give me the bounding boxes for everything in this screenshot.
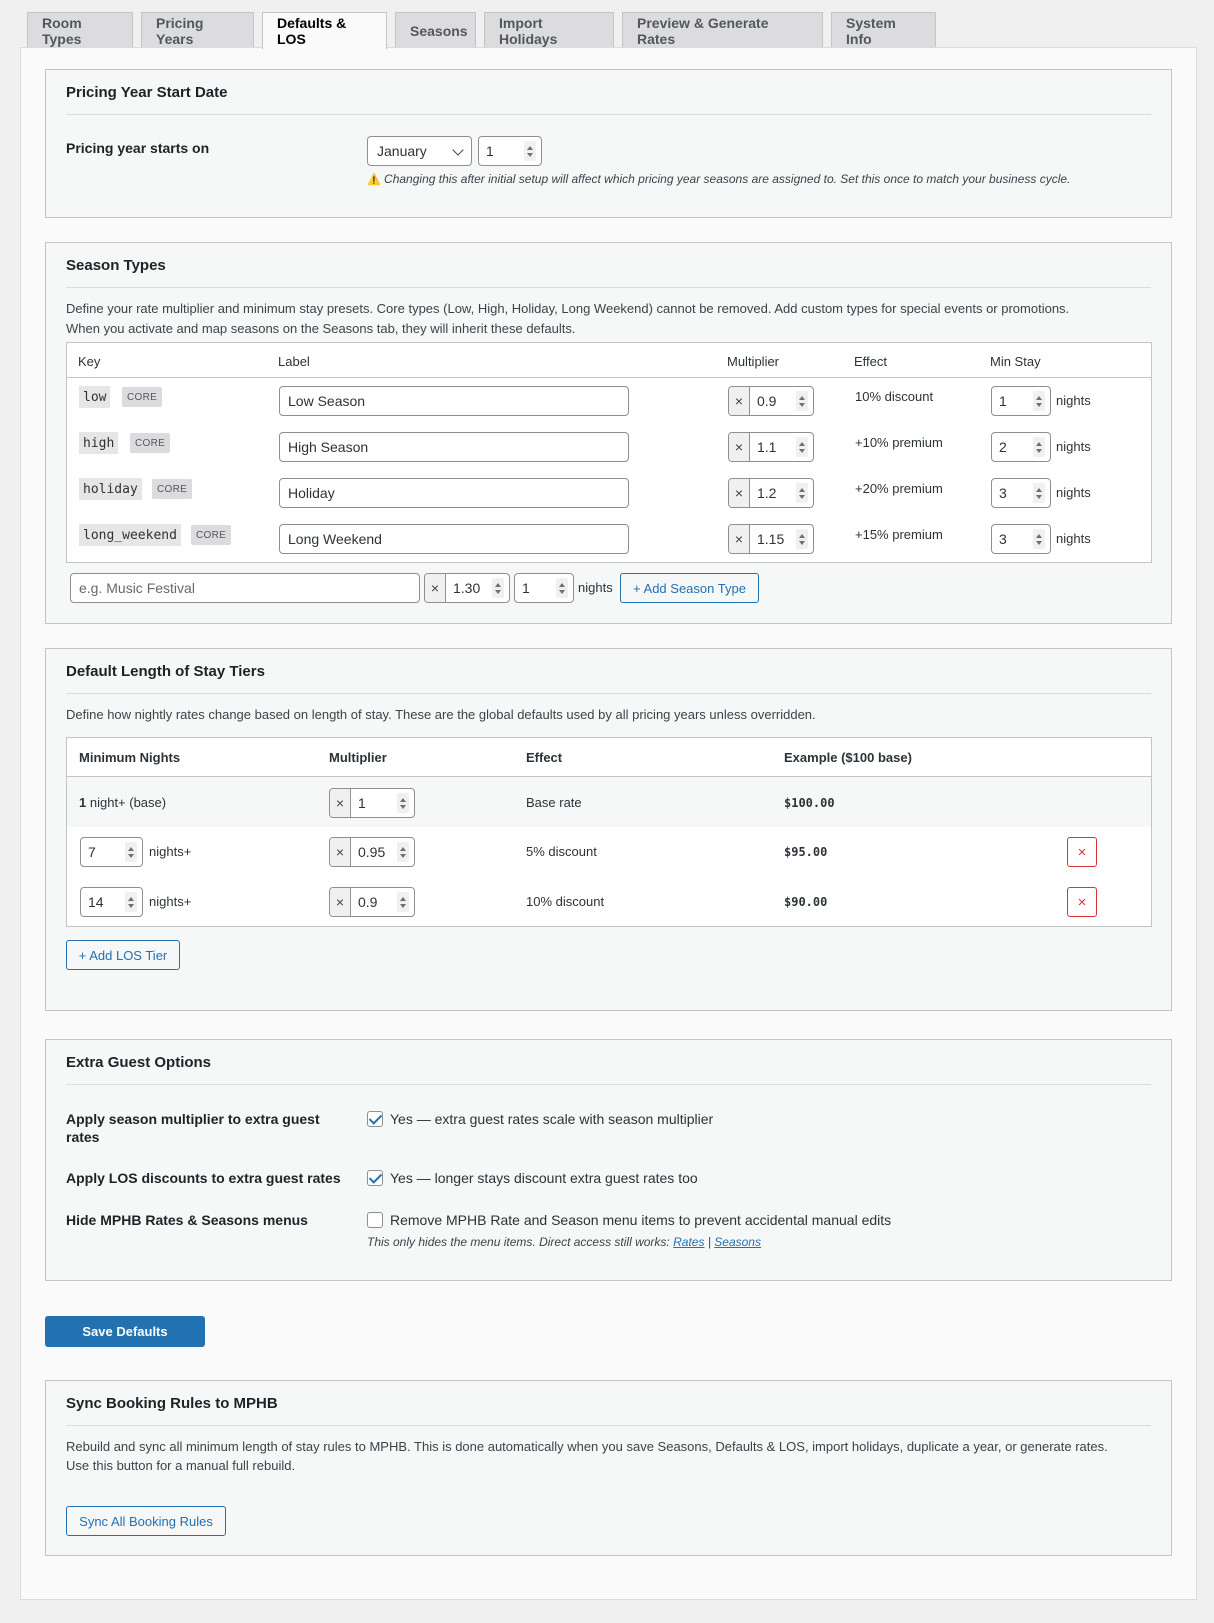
season-multiplier-checkbox[interactable] [367, 1111, 383, 1127]
table-row-base [67, 777, 1151, 827]
close-icon: × [1077, 893, 1087, 911]
rates-link[interactable]: Rates [673, 1235, 705, 1249]
column-header-effect: Effect [526, 750, 563, 765]
min-stay-value: 1 [999, 393, 1007, 409]
card-title: Sync Booking Rules to MPHB [66, 1395, 1151, 1426]
tab-bar [27, 12, 944, 48]
los-example: $95.00 [784, 845, 828, 859]
core-badge: CORE [122, 387, 162, 407]
los-description: Define how nightly rates change based on length of stay. These are the global defaults used by all pricing years unless overridden. [66, 707, 816, 722]
season-min-stay-input[interactable] [991, 386, 1051, 416]
nights-suffix: nights [1056, 439, 1091, 454]
note-separator: | [707, 1235, 711, 1249]
month-select-value: January [377, 143, 427, 159]
min-stay-value: 2 [999, 439, 1007, 455]
column-header-multiplier: Multiplier [329, 750, 387, 765]
note-text: This only hides the menu items. Direct access still works: [367, 1235, 670, 1249]
season-key: holiday [79, 478, 142, 500]
spinner-icon[interactable] [796, 529, 808, 549]
tab-room-types[interactable]: Room Types [27, 12, 133, 48]
description-line: Rebuild and sync all minimum length of stay rules to MPHB. This is done automatically when you save Seasons, Defaults & LOS, import holidays, duplicate a year, or generate rates. [66, 1439, 1108, 1454]
option-text: Yes — longer stays discount extra guest rates too [390, 1170, 698, 1186]
spinner-icon[interactable] [796, 391, 808, 411]
season-key: high [79, 432, 118, 454]
los-multiplier-input[interactable] [329, 837, 415, 867]
spinner-icon[interactable] [397, 793, 409, 813]
times-icon: × [330, 888, 351, 916]
los-multiplier-input[interactable] [329, 887, 415, 917]
times-icon: × [729, 525, 750, 553]
nights-value: 14 [88, 894, 104, 910]
season-types-table [66, 342, 1152, 563]
add-los-tier-button[interactable]: + Add LOS Tier [66, 940, 180, 970]
tab-defaults-los[interactable]: Defaults & LOS [262, 12, 387, 49]
times-icon: × [330, 789, 351, 817]
description-line: Define your rate multiplier and minimum stay presets. Core types (Low, High, Holiday, Long Weekend) cannot be removed. Add custom types for special events or promotions. [66, 301, 1070, 316]
multiplier-value: 1.15 [757, 531, 785, 547]
core-badge: CORE [191, 525, 231, 545]
sync-booking-rules-button[interactable]: Sync All Booking Rules [66, 1506, 226, 1536]
spinner-icon[interactable] [796, 483, 808, 503]
option-label: Apply season multiplier to extra guest rates [66, 1111, 320, 1145]
pricing-year-warning [367, 172, 1070, 186]
multiplier-value: 1 [358, 795, 366, 811]
season-types-card [45, 242, 1172, 624]
pricing-year-label: Pricing year starts on [66, 140, 210, 156]
season-effect: +10% premium [855, 435, 943, 450]
los-effect: 10% discount [526, 894, 605, 909]
season-effect: +15% premium [855, 527, 943, 542]
times-icon: × [330, 838, 351, 866]
option-label: Hide MPHB Rates & Seasons menus [66, 1212, 308, 1228]
warning-icon: ⚠️ [367, 174, 381, 186]
times-icon: × [729, 479, 750, 507]
hide-menus-checkbox[interactable] [367, 1212, 383, 1228]
season-min-stay-input[interactable] [991, 478, 1051, 508]
spinner-icon[interactable] [125, 892, 137, 912]
card-title: Default Length of Stay Tiers [66, 663, 1151, 694]
spinner-icon[interactable] [397, 842, 409, 862]
description-line: When you activate and map seasons on the Seasons tab, they will inherit these defaults. [66, 321, 576, 336]
card-title: Extra Guest Options [66, 1054, 1151, 1085]
season-multiplier-input[interactable] [728, 478, 814, 508]
season-label-input[interactable]: Long Weekend [279, 524, 629, 554]
multiplier-value: 1.2 [757, 485, 777, 501]
column-header-label: Label [278, 354, 310, 369]
card-title: Pricing Year Start Date [66, 84, 1151, 115]
spinner-icon[interactable] [397, 892, 409, 912]
base-effect: Base rate [526, 795, 582, 810]
season-label-input[interactable]: High Season [279, 432, 629, 462]
season-min-stay-input[interactable] [991, 524, 1051, 554]
day-input[interactable] [478, 136, 542, 166]
spinner-icon[interactable] [1033, 437, 1045, 457]
sync-description [66, 1437, 1156, 1475]
season-multiplier-input[interactable] [728, 432, 814, 462]
base-example: $100.00 [784, 796, 835, 810]
chevron-down-icon [452, 144, 463, 155]
spinner-icon[interactable] [524, 141, 536, 161]
description-line: Use this button for a manual full rebuild. [66, 1458, 296, 1473]
season-multiplier-input[interactable] [728, 524, 814, 554]
min-stay-value: 3 [999, 531, 1007, 547]
column-header-min-nights: Minimum Nights [79, 750, 181, 765]
delete-tier-button[interactable] [1067, 837, 1097, 867]
season-label-input[interactable]: Low Season [279, 386, 629, 416]
season-effect: 10% discount [855, 389, 934, 404]
season-multiplier-input[interactable] [728, 386, 814, 416]
tab-import-holidays[interactable]: Import Holidays [484, 12, 614, 48]
times-icon: × [425, 574, 446, 602]
spinner-icon[interactable] [1033, 391, 1045, 411]
los-effect: 5% discount [526, 844, 597, 859]
season-types-description [66, 299, 1156, 339]
seasons-link[interactable]: Seasons [714, 1235, 761, 1249]
option-text: Remove MPHB Rate and Season menu items to prevent accidental manual edits [390, 1212, 892, 1228]
spinner-icon[interactable] [125, 842, 137, 862]
nights-suffix: nights [1056, 531, 1091, 546]
nights-plus-suffix: nights+ [149, 894, 192, 909]
tab-preview-generate-rates[interactable]: Preview & Generate Rates [622, 12, 823, 48]
save-defaults-button[interactable]: Save Defaults [45, 1316, 205, 1347]
base-multiplier-input[interactable] [329, 788, 415, 818]
nights-plus-suffix: nights+ [149, 844, 192, 859]
month-select[interactable] [367, 136, 472, 166]
core-badge: CORE [130, 433, 170, 453]
option-text: Yes — extra guest rates scale with season multiplier [390, 1111, 714, 1127]
times-icon: × [729, 387, 750, 415]
los-discount-checkbox[interactable] [367, 1170, 383, 1186]
season-key: long_weekend [79, 524, 181, 546]
nights-suffix: nights [1056, 393, 1091, 408]
column-header-example: Example ($100 base) [784, 750, 912, 765]
column-header-min-stay: Min Stay [990, 354, 1041, 369]
tab-pricing-years[interactable]: Pricing Years [141, 12, 254, 48]
los-tiers-table [66, 737, 1152, 927]
season-key: low [79, 386, 110, 408]
core-badge: CORE [152, 479, 192, 499]
option-label: Apply LOS discounts to extra guest rates [66, 1170, 341, 1186]
los-nights-input[interactable] [80, 887, 143, 917]
card-title: Season Types [66, 257, 1151, 288]
multiplier-value: 1.30 [453, 580, 481, 596]
spinner-icon[interactable] [556, 578, 568, 598]
los-example: $90.00 [784, 895, 828, 909]
new-season-multiplier-input[interactable] [424, 573, 510, 603]
header-divider [67, 377, 1151, 378]
spinner-icon[interactable] [492, 578, 504, 598]
multiplier-value: 0.95 [358, 844, 386, 860]
base-nights [79, 795, 166, 810]
new-season-label-input[interactable]: e.g. Music Festival [70, 573, 420, 603]
new-season-min-stay-input[interactable] [514, 573, 574, 603]
tab-system-info[interactable]: System Info [831, 12, 936, 48]
spinner-icon[interactable] [1033, 483, 1045, 503]
column-header-effect: Effect [854, 354, 888, 369]
warning-text: Changing this after initial setup will affect which pricing year seasons are assigned to. Set this once to match your business cycle. [384, 172, 1071, 186]
base-nights-text: night+ (base) [89, 795, 167, 810]
nights-value: 7 [88, 844, 96, 860]
spinner-icon[interactable] [796, 437, 808, 457]
column-header-key: Key [78, 354, 101, 369]
hide-menus-note [367, 1235, 761, 1249]
nights-suffix: nights [1056, 485, 1091, 500]
tab-seasons[interactable]: Seasons [395, 12, 476, 48]
min-stay-value: 3 [999, 485, 1007, 501]
season-effect: +20% premium [855, 481, 943, 496]
close-icon: × [1077, 843, 1087, 861]
sync-card [45, 1380, 1172, 1556]
delete-tier-button[interactable] [1067, 887, 1097, 917]
add-season-type-button[interactable]: + Add Season Type [620, 573, 759, 603]
base-nights-value: 1 [79, 795, 87, 810]
day-value: 1 [486, 143, 494, 159]
season-min-stay-input[interactable] [991, 432, 1051, 462]
times-icon: × [729, 433, 750, 461]
season-label-input[interactable]: Holiday [279, 478, 629, 508]
nights-suffix: nights [578, 580, 613, 595]
pricing-year-card [45, 69, 1172, 218]
column-header-multiplier: Multiplier [727, 354, 780, 369]
extra-guest-card [45, 1039, 1172, 1281]
los-nights-input[interactable] [80, 837, 143, 867]
multiplier-value: 0.9 [358, 894, 378, 910]
multiplier-value: 1.1 [757, 439, 777, 455]
min-stay-value: 1 [522, 580, 530, 596]
los-tiers-card [45, 648, 1172, 1011]
spinner-icon[interactable] [1033, 529, 1045, 549]
multiplier-value: 0.9 [757, 393, 777, 409]
